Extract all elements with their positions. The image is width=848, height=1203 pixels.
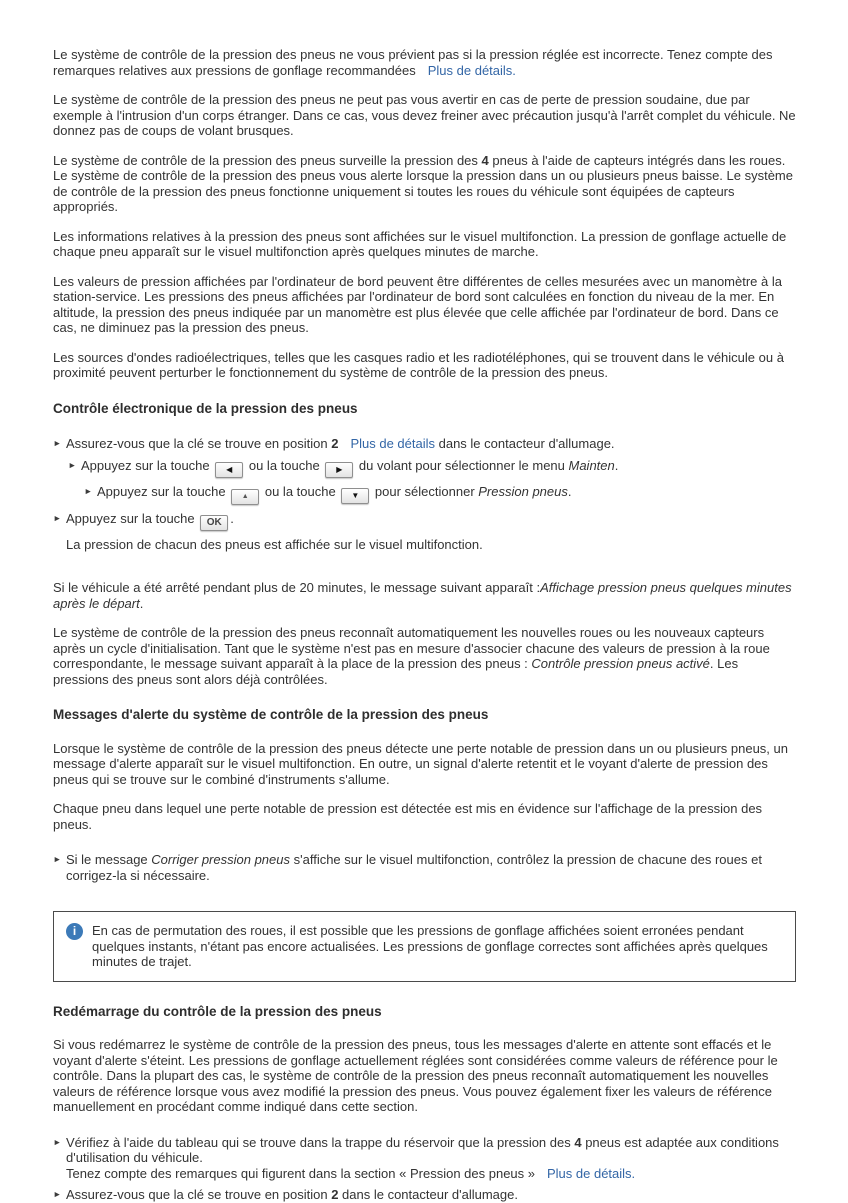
italic-term: Contrôle pression pneus activé — [531, 656, 710, 671]
paragraph-restart-description: Si vous redémarrez le système de contrôle de la pression des pneus, tous les messages d'alerte en attente sont effacés et le voyant d'alerte s'éteint. Les pressions de gonflage actuellement réglées sont considérées comme valeurs de référence pour le contrôle. Dans la plupart des cas, le système de contrôle de la pression des pneus reconnaît automatiquement les nouvelles valeurs de référence lorsque vous avez modifié la pression des pneus. Vous pouvez également fixer les valeurs de référence manuellement en procédant comme indiqué dans cette section. — [53, 1037, 778, 1114]
bold-text: 2 — [331, 436, 339, 451]
paragraph-display-info: Les informations relatives à la pression des pneus sont affichées sur le visuel multifonction. La pression de gonflage actuelle de chaque pneu apparaît sur le visuel multifonction après quelques minutes de marche. — [53, 228, 787, 259]
paragraph-initialisation: Le système de contrôle de la pression des pneus reconnaît automatiquement les nouvelles roues ou les nouveaux capteurs après un cycle d'initialisation. Tant que le système n'est pas en mesure d'associer chacune des valeurs de pression à la roue correspondante, le message suivant apparaît à la place de la pression des pneus : Contrôle pression pneus activé. Les pressions des pneus sont alors déjà contrôlées. — [53, 625, 770, 687]
info-icon: i — [66, 923, 83, 940]
bold-text: 4 — [574, 1134, 582, 1150]
plus-de-details-link[interactable]: Plus de détails. — [427, 62, 516, 78]
info-note — [53, 911, 796, 982]
list-item-text: Assurez-vous que la clé se trouve en position 2 dans le contacteur d'allumage. — [66, 1187, 518, 1202]
list-item-text: Si le message Corriger pression pneus s'affiche sur le visuel multifonction, contrôlez la pression de chacune des roues et corrigez-la si nécessaire. — [66, 852, 762, 883]
italic-term: Pression pneus — [478, 483, 568, 499]
list-corriger-pression — [53, 852, 796, 883]
up-arrow-key-icon: ▲ — [231, 489, 259, 505]
paragraph-alert-behaviour: Lorsque le système de contrôle de la pression des pneus détecte une perte notable de pression dans un ou plusieurs pneus, un message d'alerte apparaît sur le visuel multifonction. En outre, un signal d'alerte retentit et le voyant d'alerte de pression des pneus qui se trouve sur le combiné d'instruments s'allume. — [53, 740, 788, 787]
right-arrow-key-icon: ▶ — [325, 462, 353, 478]
steps-list-electronic-control — [53, 436, 796, 552]
bullet-arrow-icon: ► — [53, 854, 62, 864]
bullet-arrow-icon: ► — [68, 459, 77, 470]
paragraph-altitude-values: Les valeurs de pression affichées par l'ordinateur de bord peuvent être différentes de celles mesurées avec un manomètre à la station-service. Les pressions des pneus affichées par l'ordinateur de bord sont calculées en fonction du niveau de la mer. En altitude, la pression des pneus indiquée par un manomètre est plus élevée que celle affichée par l'ordinateur de bord. Dans ce cas, ne diminuez pas la pression des pneus. — [53, 273, 782, 335]
left-arrow-key-icon: ◀ — [215, 462, 243, 478]
list-item-text: Assurez-vous que la clé se trouve en position 2 Plus de détails dans le contacteur d'allumage. — [66, 436, 615, 451]
bullet-arrow-icon: ► — [53, 1189, 62, 1199]
steps-list-restart — [53, 1135, 796, 1203]
paragraph-stopped-20-minutes: Si le véhicule a été arrêté pendant plus de 20 minutes, le message suivant apparaît :Affichage pression pneus quelques minutes après le départ. — [53, 580, 792, 611]
plus-de-details-link[interactable]: Plus de détails. — [547, 1165, 636, 1181]
section-heading-alert-messages: Messages d'alerte du système de contrôle de la pression des pneus — [53, 707, 489, 722]
list-item-check-table — [53, 1135, 796, 1182]
paragraph-highlighted-tyre: Chaque pneu dans lequel une perte notable de pression est détectée est mis en évidence sur l'affichage de la pression des pneus. — [53, 801, 763, 832]
bullet-arrow-icon: ► — [53, 1136, 62, 1147]
info-note-text: En cas de permutation des roues, il est possible que les pressions de gonflage affichées soient erronées pendant quelques instants, n'étant pas encore actualisées. Les pressions de gonflage correctes sont affichées après quelques minutes de trajet. — [92, 923, 768, 969]
list-item-text: La pression de chacun des pneus est affichée sur le visuel multifonction. — [66, 536, 483, 552]
list-item-text: Appuyez sur la touche ◀ ou la touche ▶ du volant pour sélectionner le menu Mainten. — [81, 458, 796, 478]
italic-term: Corriger pression pneus — [151, 852, 290, 867]
down-arrow-key-icon: ▼ — [341, 488, 369, 504]
plus-de-details-link[interactable]: Plus de détails — [350, 436, 435, 451]
bullet-arrow-icon: ► — [53, 438, 62, 448]
bold-text: 4 — [481, 152, 489, 168]
ok-key-icon: OK — [200, 515, 228, 531]
list-item-press-ok — [53, 511, 796, 531]
list-item-corriger-pression — [53, 852, 796, 883]
paragraph-sensors: Le système de contrôle de la pression des pneus surveille la pression des 4 pneus à l'aide de capteurs intégrés dans les roues. Le système de contrôle de la pression des pneus vous alerte lorsque la pression dans un ou plusieurs pneus baisse. Le système de contrôle de la pression des pneus fonctionne uniquement si toutes les roues du véhicule sont équipées de capteurs appropriés. — [53, 152, 793, 214]
bullet-arrow-icon: ► — [53, 512, 62, 523]
list-item-select-menu — [68, 458, 796, 478]
list-item-select-pression-pneus — [84, 484, 796, 505]
list-item-text: Vérifiez à l'aide du tableau qui se trouve dans la trappe du réservoir que la pression des 4 pneus est adaptée aux conditions d'utilisation du véhicule. Tenez compte des remarques qui figurent dans la section « Pression des pneus » Plus de détails. — [66, 1134, 779, 1181]
section-heading-restart-control: Redémarrage du contrôle de la pression des pneus — [53, 1003, 382, 1019]
paragraph-radio-interference: Les sources d'ondes radioélectriques, telles que les casques radio et les radiotéléphones, qui se trouvent dans le véhicule ou à proximité peuvent perturber le fonctionnement du système de contrôle de la pression des pneus. — [53, 349, 784, 380]
bold-text: 2 — [331, 1187, 339, 1202]
bullet-arrow-icon: ► — [84, 485, 93, 496]
italic-term: Affichage pression pneus quelques minutes après le départ — [53, 580, 792, 611]
list-item-text: Appuyez sur la touche ▲ ou la touche ▼ pour sélectionner Pression pneus. — [97, 484, 796, 505]
section-heading-electronic-control: Contrôle électronique de la pression des pneus — [53, 400, 358, 416]
list-item-text: Appuyez sur la touche OK . — [66, 511, 796, 531]
list-item-key-position-2 — [53, 1187, 796, 1203]
paragraph-sudden-loss: Le système de contrôle de la pression des pneus ne peut pas vous avertir en cas de perte de pression soudaine, due par exemple à l'intrusion d'un corps étranger. Dans ce cas, vous devez freiner avec précaution jusqu'à l'arrêt complet du véhicule. Ne donnez pas de coups de volant brusques. — [53, 92, 796, 138]
italic-term: Mainten — [568, 457, 615, 473]
list-item-key-position — [53, 436, 796, 452]
list-item-result — [53, 537, 796, 553]
paragraph-pressure-warning: Le système de contrôle de la pression des pneus ne vous prévient pas si la pression réglée est incorrecte. Tenez compte des remarques relatives aux pressions de gonflage recommandées Plus de détails. — [53, 47, 773, 78]
